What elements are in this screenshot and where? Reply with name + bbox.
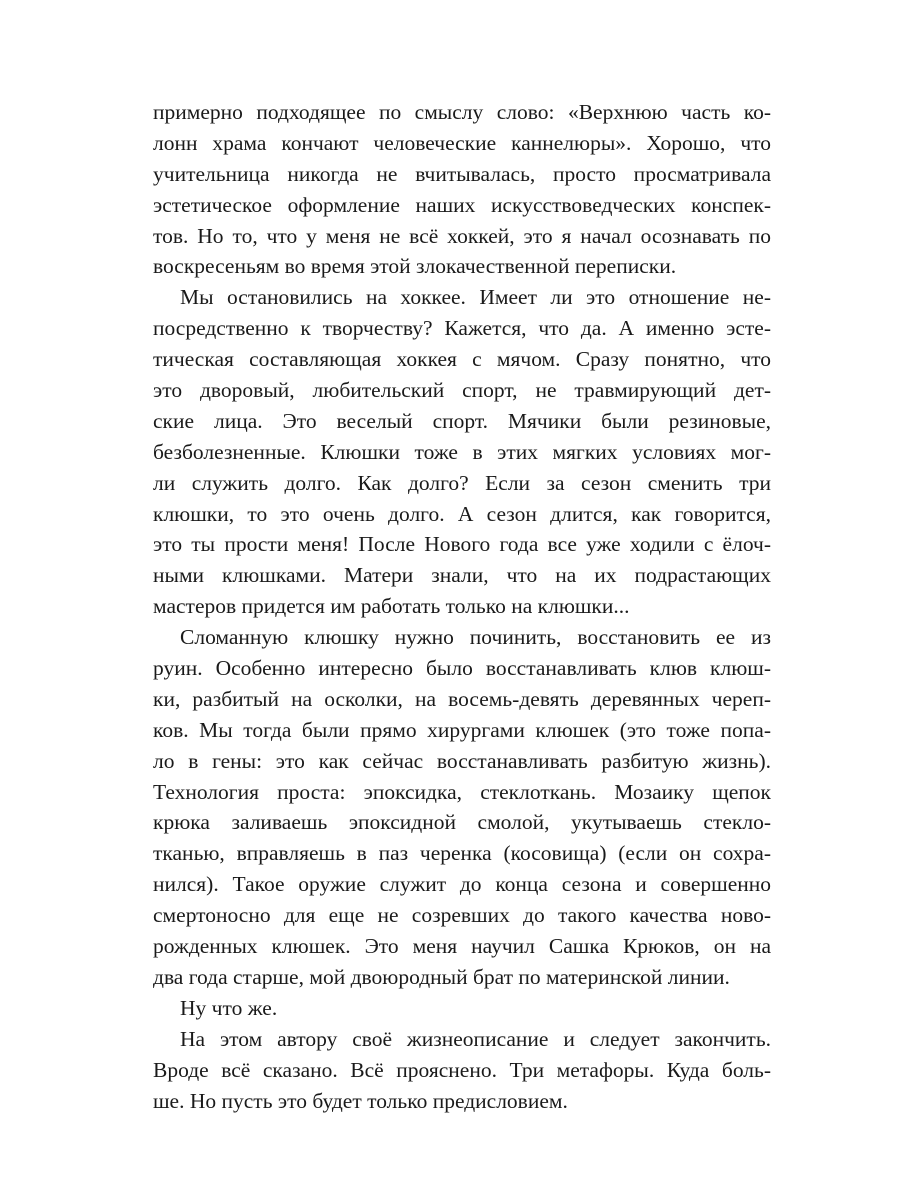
- text-line: ли служить долго. Как долго? Если за сезон сменить три: [153, 470, 771, 495]
- text-line: рожденных клюшек. Это меня научил Сашка Крюков, он на: [153, 934, 771, 959]
- text-line: нился). Такое оружие служит до конца сезона и совершенно: [153, 872, 771, 897]
- text-line: ными клюшками. Матери знали, что на их подрастающих: [153, 563, 771, 588]
- page-text-block: [153, 97, 771, 1116]
- text-line: учительница никогда не вчитывалась, просто просматривала: [153, 161, 771, 186]
- text-line: воскресеньям во время этой злокачественной переписки.: [153, 254, 677, 279]
- text-line: мастеров придется им работать только на клюшки...: [153, 594, 630, 619]
- text-line: лонн храма кончают человеческие каннелюры». Хорошо, что: [153, 130, 771, 155]
- text-line: ше. Но пусть это будет только предисловием.: [153, 1088, 568, 1113]
- text-line: тканью, вправляешь в паз черенка (косовища) (если он сохра-: [153, 841, 771, 866]
- text-line: ков. Мы тогда были прямо хирургами клюшек (это тоже попа-: [153, 717, 771, 742]
- text-line: ло в гены: это как сейчас восстанавливать разбитую жизнь).: [153, 748, 771, 773]
- text-line: ские лица. Это веселый спорт. Мячики были резиновые,: [153, 408, 771, 433]
- text-line: тическая составляющая хоккея с мячом. Сразу понятно, что: [153, 347, 771, 372]
- text-line: посредственно к творчеству? Кажется, что да. А именно эсте-: [153, 316, 771, 341]
- text-line: руин. Особенно интересно было восстанавливать клюв клюш-: [153, 656, 771, 681]
- text-line: это ты прости меня! После Нового года все уже ходили с ёлоч-: [153, 532, 771, 557]
- text-line: Мы остановились на хоккее. Имеет ли это отношение не-: [180, 285, 771, 310]
- text-line: На этом автору своё жизнеописание и следует закончить.: [180, 1026, 771, 1051]
- text-line: это дворовый, любительский спорт, не травмирующий дет-: [153, 378, 771, 403]
- text-line: тов. Но то, что у меня не всё хоккей, это я начал осознавать по: [153, 223, 771, 248]
- text-line: Сломанную клюшку нужно починить, восстановить ее из: [180, 625, 771, 650]
- text-line: Ну что же.: [180, 995, 278, 1020]
- text-line: ки, разбитый на осколки, на восемь-девять деревянных череп-: [153, 686, 771, 711]
- text-line: Технология проста: эпоксидка, стеклоткань. Мозаику щепок: [153, 779, 771, 804]
- text-line: эстетическое оформление наших искусствоведческих конспек-: [153, 192, 771, 217]
- text-line: крюка заливаешь эпоксидной смолой, укутываешь стекло-: [153, 810, 771, 835]
- text-line: Вроде всё сказано. Всё прояснено. Три метафоры. Куда боль-: [153, 1057, 771, 1082]
- text-line: клюшки, то это очень долго. А сезон длится, как говорится,: [153, 501, 771, 526]
- text-line: смертоносно для еще не созревших до такого качества ново-: [153, 903, 771, 928]
- text-line: примерно подходящее по смыслу слово: «Верхнюю часть ко-: [153, 100, 771, 124]
- text-line: два года старше, мой двоюродный брат по материнской линии.: [153, 964, 730, 989]
- text-line: безболезненные. Клюшки тоже в этих мягких условиях мог-: [153, 439, 771, 464]
